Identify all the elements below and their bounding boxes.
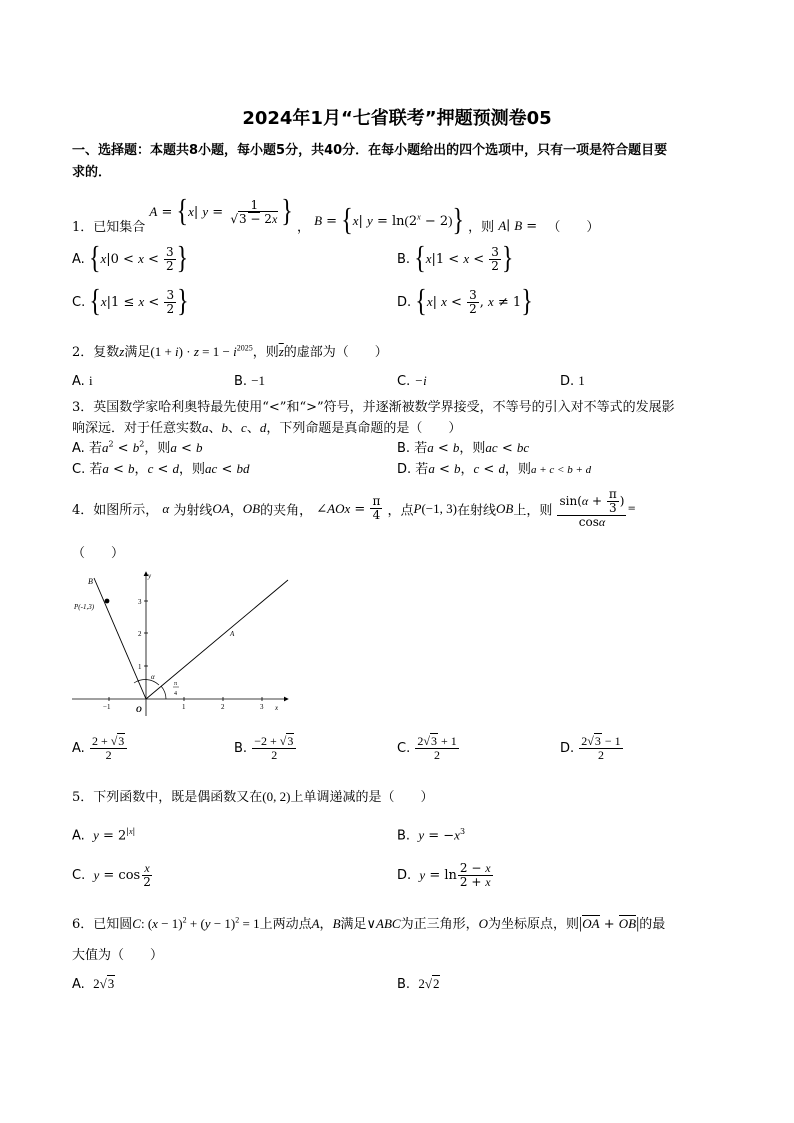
label-y: y [148,572,152,580]
q5-option-a: A. $y = 2^{|x|}$ [72,827,136,844]
q4-paren: （ ） [72,546,125,561]
option-label: C. [72,462,86,477]
option-text: 若 [414,441,428,456]
option-label: B. [397,252,411,268]
question-6-stem: 6．已知圆C: $(x - 1)^2 + (y - 1)^2 = 1$上两动点A，B满足∨ABC为正三角形，O为坐标原点，则|OA + OB|的最 [72,915,666,932]
q5-stem-a: 5．下列函数中，既是偶函数又在 [72,790,263,805]
q4-c: ， [229,503,243,519]
option-label: C. [72,295,86,311]
option-label: A. [72,977,85,992]
q3-line2b: ，下列命题是真命题的是（ ） [266,421,462,436]
q3-option-b: B. 若a < b，则ac < bc [397,440,530,456]
ytick-label: 3 [138,598,142,606]
label-b: B [88,577,93,586]
option-label: A. [72,252,85,268]
q6-d: 为正三角形， [400,917,479,932]
option-label: D. [560,741,575,757]
option-label: D. [560,374,575,389]
q2-option-d [560,373,585,389]
option-value: −1 [251,373,266,388]
question-5-stem: 5．下列函数中，既是偶函数又在(0, 2)上单调递减的是（ ） [72,789,434,805]
option-label: D. [397,462,412,477]
q3-option-d: D. 若a < b，c < d，则a + c < b + d [397,461,592,477]
option-label: C. [72,868,86,884]
label-o: O [136,705,142,714]
q1-option-c: C. {x|1 ≤ x < $\frac{3}{2}$ } [72,285,189,319]
q6-option-b: B. 2√2 [397,976,440,992]
question-3-line1: 3．英国数学家哈利奥特最先使用“<”和“>”符号，并逐渐被数学界接受，不等号的引入对不等式的发展影 [72,400,675,415]
q1-option-b: B. {x|1 < x < $\frac{3}{2}$ } [397,242,514,276]
xtick-label: 1 [182,703,186,711]
q6-b: 上两动点 [259,917,312,932]
option-text: 若 [88,441,102,456]
label-four: 4 [174,691,177,697]
q6-e: 为坐标原点，则 [488,917,580,932]
option-mid: ，则 [179,462,206,477]
option-text: 若 [89,462,103,477]
section-header-line2: 求的． [72,165,112,180]
q2-stem-c: ，则 [252,345,279,360]
label-p: P(-1,3) [74,603,95,611]
q1-prefix: 1．已知集合 [72,220,146,235]
q2-stem-a: 2．复数 [72,345,120,360]
q2-stem-b: 满足 [124,345,151,360]
option-label: C. [397,741,411,757]
q5-option-d: D. y = ln $\frac{2 - x}{2 + x}$ [397,861,491,890]
q4-option-a: A. $\frac{2 + √3}{2}$ [72,735,128,762]
q4-option-d: D. $\frac{2√3 - 1}{2}$ [560,734,621,763]
question-1-stem [72,190,600,238]
option-label: A. [72,741,85,757]
option-label: A. [72,374,85,389]
label-a: A [230,630,235,638]
q3-option-c: C. 若a < b，c < d，则ac < bd [72,461,250,477]
option-label: B. [234,741,248,757]
q6-option-a: A. 2√3 [72,976,115,992]
angle-pi4-arc [161,686,166,699]
question-4-stem: 4．如图所示， α 为射线OA，OB的夹角， ∠AOx = $\frac{\pi}{4}$ ，点P(−1, 3)在射线OB上，则 sin(α + $\frac{\pi}{3}$ ) cosα = [72,487,636,530]
q5-option-b: B. $y = -x^3$ [397,827,466,844]
question-3-line2: 响深远．对于任意实数a、b、c、d，下列命题是真命题的是（ ） [72,420,462,436]
option-value: i [88,373,93,388]
option-text: 若 [415,462,429,477]
q1-paren: （ ） [547,220,600,235]
xtick-label: 3 [260,703,264,711]
option-label: C. [397,374,411,389]
xtick-label: 2 [221,703,225,711]
q5-option-c: C. y = cos $\frac{x}{2}$ [72,861,151,890]
option-label: B. [397,977,411,992]
q2-option-b [234,373,265,389]
option-label: D. [397,295,412,311]
label-pi: π [174,681,178,687]
q1-then: ，则 [468,220,495,235]
q4-b: 为射线 [173,503,213,519]
q4-figure [68,566,298,726]
q2-stem-d: 的虚部为（ ） [283,345,388,360]
xtick-label: −1 [103,703,111,711]
ytick-label: 2 [138,630,142,638]
q4-option-b: B. $\frac{-2 + √3}{2}$ [234,735,297,762]
q1-option-a: A. {x|0 < x < $\frac{3}{2}$ } [72,242,189,276]
label-alpha: α [151,673,155,681]
ray-oa [146,580,288,699]
set-b-expr: B = {x| $y = \ln(2^x - 2)$} [314,203,465,238]
q1-intersection: A∣ B = [498,217,538,234]
q4-d: 的夹角， [260,503,313,519]
option-label: A. [72,828,85,844]
point-p [105,599,110,604]
option-mid: ，则 [459,441,486,456]
set-a-expr: A = {x| y = $\frac{1}{√3 - 2x}$ } [149,194,293,229]
q6-c: 满足 [340,917,367,932]
question-2-stem: 2．复数z满足$(1 + i) \cdot z = 1 - i^{2025}$，则$\overline{z}$的虚部为（ ） [72,343,388,360]
option-value: 1 [578,373,585,388]
q4-option-c: C. $\frac{2√3 + 1}{2}$ [397,734,457,763]
option-label: A. [72,441,85,456]
question-6-line2: 大值为（ ） [72,948,164,963]
q4-a: 4．如图所示， [72,503,159,519]
q1-option-d: D. {x| x < $\frac{3}{2}$ , x ≠ 1} [397,285,533,319]
option-label: B. [397,441,411,456]
option-mid: ，则 [144,441,171,456]
option-mid: ，则 [504,462,531,477]
q2-option-c [397,373,427,389]
q6-f: 的最 [639,917,666,932]
q4-e: ，点 [387,503,414,519]
q4-f: 在射线 [456,503,496,519]
q1-comma: ， [296,220,310,235]
q4-g: 上，则 [513,503,553,519]
q2-option-a [72,373,93,389]
q5-stem-b: 上单调递减的是（ ） [290,790,434,805]
label-x: x [275,704,279,712]
q3-line2a: 响深远．对于任意实数 [72,421,203,436]
option-value: −i [414,373,427,388]
section-header-line1: 一、选择题：本题共8小题，每小题5分，共40分．在每小题给出的四个选项中，只有一项是符合题目要 [72,143,668,158]
option-label: B. [397,828,411,844]
q6-a: 6．已知圆 [72,917,133,932]
option-label: D. [397,868,412,884]
page-title: 2024年1月“七省联考”押题预测卷05 [242,108,552,129]
q3-option-a: A. 若$a^2 < b^2$，则a < b [72,439,203,456]
option-label: B. [234,374,248,389]
ytick-label: 1 [138,663,142,671]
